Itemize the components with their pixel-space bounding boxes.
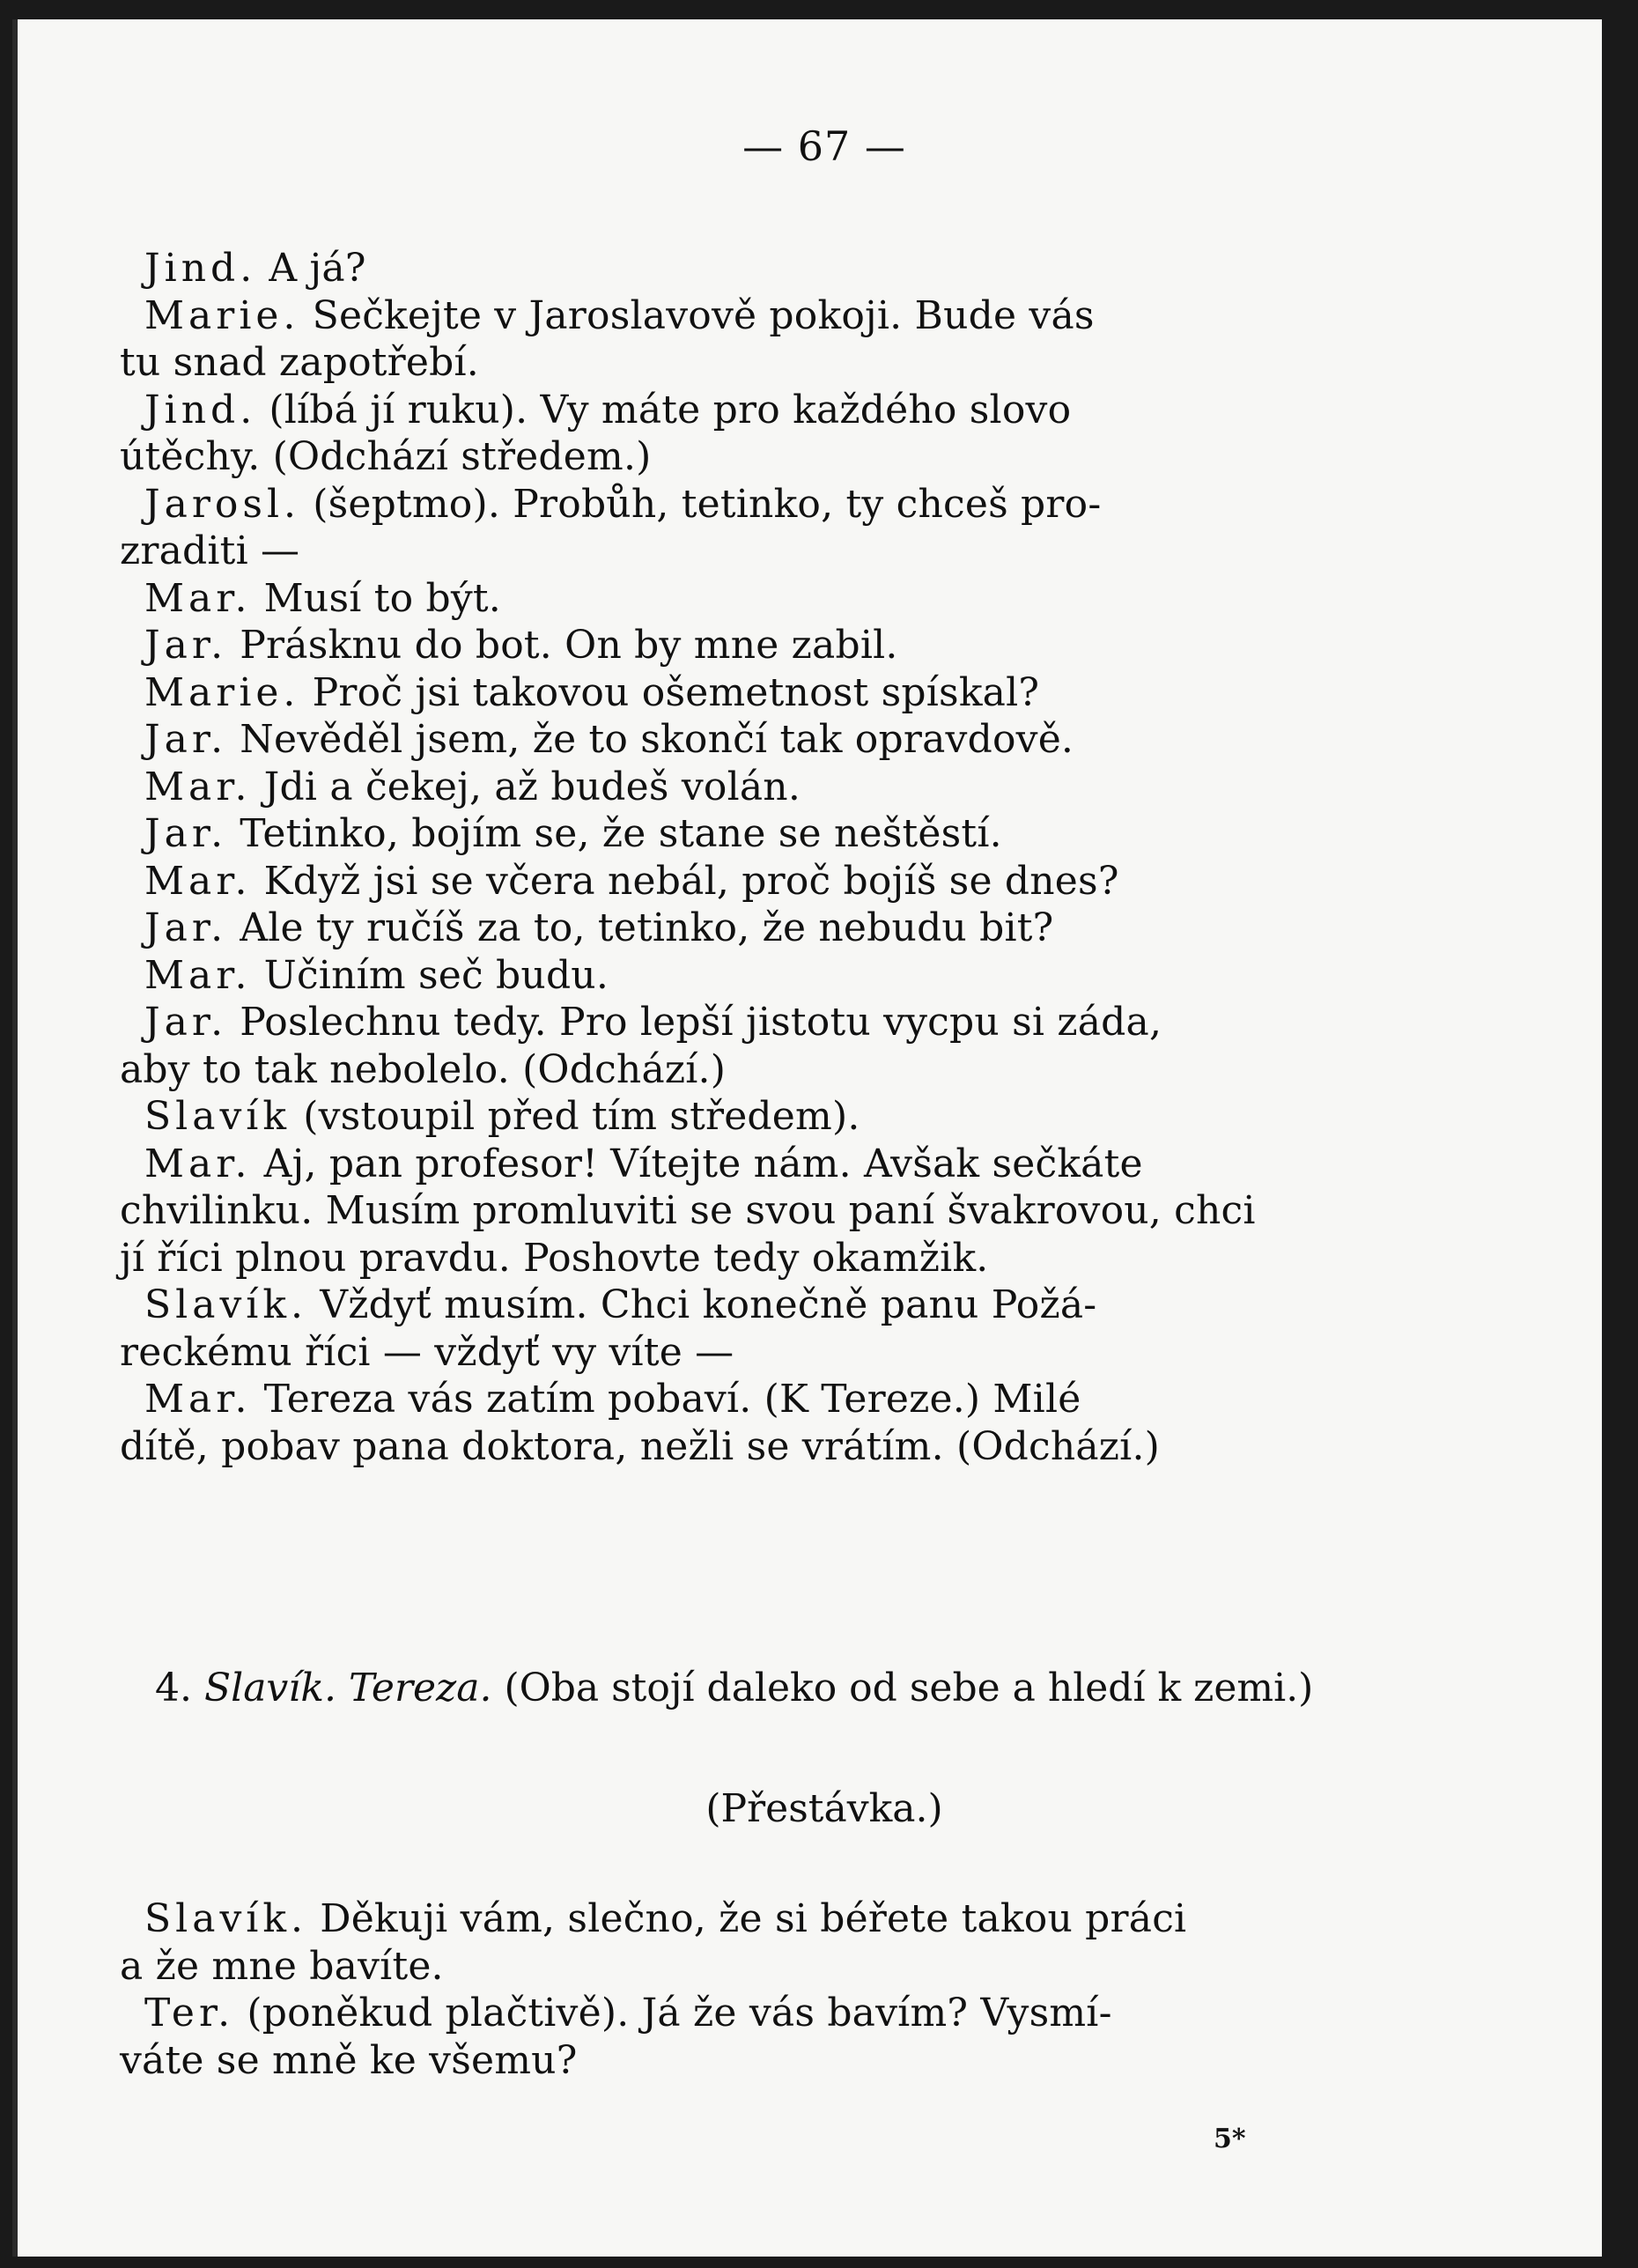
line-text: Děkuji vám, slečno, že si béřete takou práci [307,1896,1187,1941]
line-text: Tereza vás zatím pobaví. (K Tereze.) Milé [251,1377,1081,1422]
speaker-name: Marie. [144,292,300,338]
line-text: Sečkejte v Jaroslavově pokoji. Bude vás [299,292,1095,338]
text-line [120,858,1441,905]
speaker-name: Marie. [144,669,300,715]
signature-mark: 5* [1214,2124,1246,2154]
text-line [120,339,1441,387]
speaker-name: Jind. [144,246,257,291]
text-line [120,1235,1441,1282]
text-line [120,433,1441,481]
text-line [120,669,1441,717]
line-text: tu snad zapotřebí. [120,340,479,385]
text-line [120,481,1441,528]
text-line [120,528,1441,575]
scene-heading [155,1665,1313,1712]
book-page [12,19,1602,2257]
pause-direction: (Přestávka.) [705,1786,943,1831]
text-line [120,575,1441,623]
scene-number: 4. [155,1666,192,1710]
line-text: dítě, pobav pana doktora, nežli se vrátím. (Odchází.) [120,1423,1161,1469]
speaker-name: Mar. [144,1141,252,1186]
line-text: zraditi — [120,528,300,573]
scene-persons: Slavík. Tereza. [203,1666,492,1710]
line-text: reckému říci — vždyť vy víte — [120,1329,734,1375]
line-text: Ale ty ručíš za to, tetinko, že nebudu bit? [227,905,1054,950]
text-line [120,387,1441,434]
text-line [120,2037,1458,2085]
line-text: Vždyť musím. Chci konečně panu Požá- [307,1282,1097,1327]
line-text: Aj, pan profesor! Vítejte nám. Avšak sečkáte [251,1141,1143,1186]
speaker-name: Jar. [144,905,228,950]
speaker-name: Jar. [144,1000,228,1045]
text-line [120,1943,1458,1991]
line-text: váte se mně ke všemu? [120,2037,578,2083]
line-text: Učiním seč budu. [251,952,609,998]
text-line [120,292,1441,340]
line-text: Poslechnu tedy. Pro lepší jistotu vycpu si záda, [227,1000,1162,1045]
speaker-name: Mar. [144,952,252,998]
text-line [120,999,1441,1046]
line-text: Jdi a čekej, až budeš volán. [251,764,801,809]
line-text: (vstoupil před tím středem). [291,1094,860,1139]
line-text: Prásknu do bot. On by mne zabil. [227,623,898,668]
page-edge [12,19,18,2257]
text-line [120,810,1441,858]
line-text: aby to tak nebolelo. (Odchází.) [120,1046,727,1092]
text-line [120,1990,1458,2037]
text-line [120,622,1441,669]
speaker-name: Jar. [144,623,228,668]
speaker-name: Jarosl. [144,481,301,527]
text-line [120,1187,1441,1235]
speaker-name: Ter. [144,1991,235,2035]
line-text: Tetinko, bojím se, že stane se neštěstí. [227,811,1002,856]
speaker-name: Slavík. [144,1282,308,1327]
line-text: Proč jsi takovou ošemetnost spískal? [299,669,1040,715]
speaker-name: Mar. [144,1377,252,1422]
text-line [120,245,1441,292]
text-line [120,1895,1458,1943]
scene-direction: (Oba stojí daleko od sebe a hledí k zemi.) [504,1666,1314,1710]
text-line [120,1093,1441,1141]
speaker-name: Jind. [144,387,257,432]
speaker-name: Slavík. [144,1896,308,1941]
dialogue-block-after [120,1895,1458,2084]
line-text: (líbá jí ruku). Vy máte pro každého slovo [256,387,1072,432]
speaker-name: Jar. [144,717,228,762]
dialogue-block [120,245,1441,1470]
line-text: útěchy. (Odchází středem.) [120,434,652,479]
text-line [120,1376,1441,1423]
line-text: Nevěděl jsem, že to skončí tak opravdově. [227,717,1074,762]
text-line [120,1141,1441,1188]
line-text: (poněkud plačtivě). Já že vás bavím? Vysmí- [234,1991,1112,2035]
line-text: jí říci plnou pravdu. Poshovte tedy okamžik. [120,1235,989,1281]
text-line [120,716,1441,764]
text-line [120,764,1441,811]
line-text: Musí to být. [251,575,501,621]
line-text: Když jsi se včera nebál, proč bojíš se dnes? [251,858,1119,904]
speaker-name: Mar. [144,858,252,904]
text-line [120,952,1441,1000]
speaker-name: Slavík [144,1094,291,1139]
line-text: (šeptmo). Probůh, tetinko, ty chceš pro- [300,481,1102,527]
line-text: chvilinku. Musím promluviti se svou paní švakrovou, chci [120,1188,1256,1233]
line-text: A já? [256,246,366,291]
speaker-name: Jar. [144,811,228,856]
text-line [120,1282,1441,1329]
speaker-name: Mar. [144,764,252,809]
text-line [120,1423,1441,1471]
text-line [120,905,1441,952]
page-number: — 67 — [742,122,906,170]
speaker-name: Mar. [144,575,252,621]
text-line [120,1329,1441,1377]
line-text: a že mne bavíte. [120,1943,444,1989]
text-line [120,1046,1441,1094]
